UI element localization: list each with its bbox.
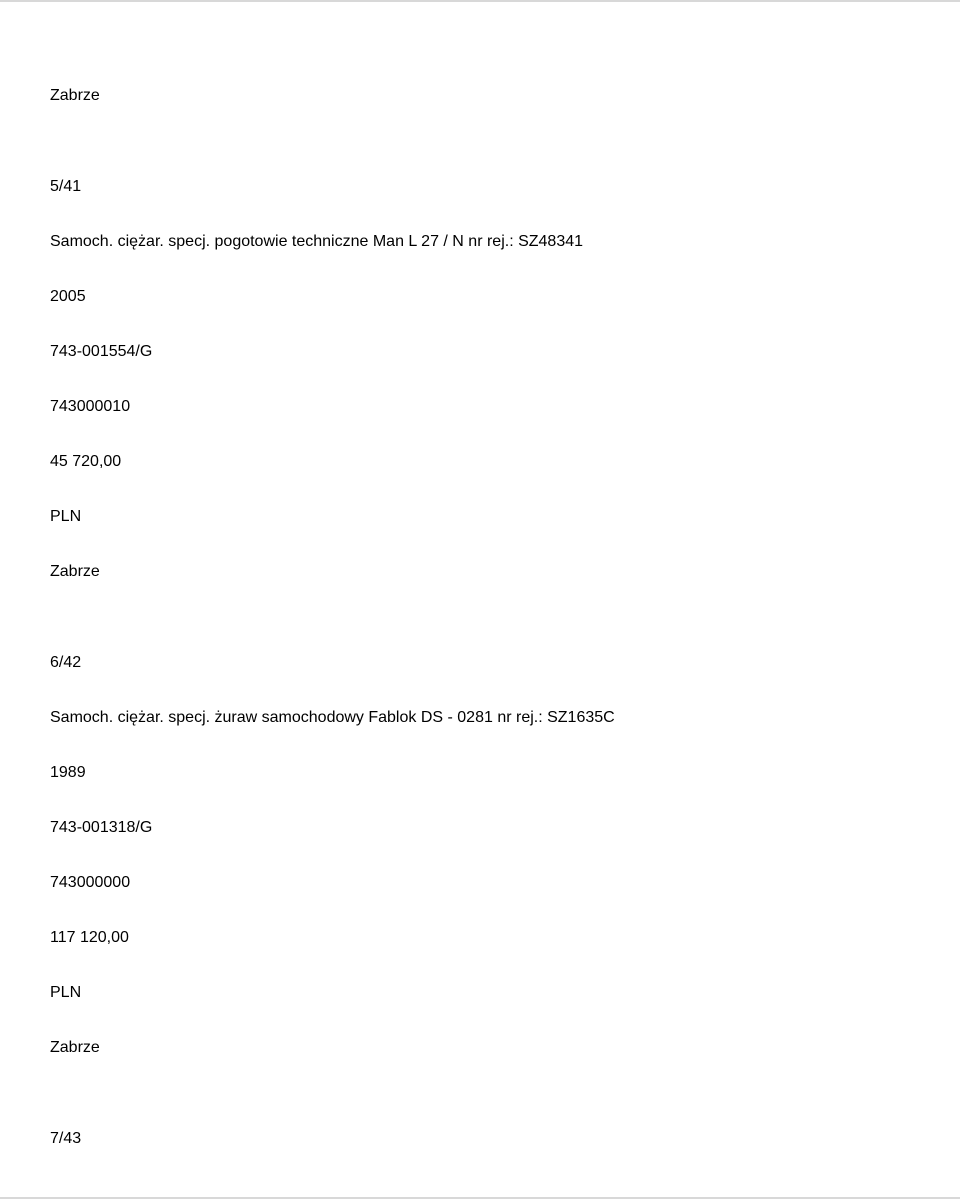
- page-bottom-border: [0, 1197, 960, 1199]
- entry-description: Samoch. ciężar. specj. pogotowie techniczne Man L 27 / N nr rej.: SZ48341: [50, 233, 584, 250]
- entry-code: 743000010: [50, 398, 131, 415]
- entry-number: 6/42: [50, 654, 82, 671]
- entry-number: 5/41: [50, 178, 82, 195]
- entry-value: 117 120,00: [50, 929, 129, 946]
- entry-currency: PLN: [50, 984, 82, 1001]
- entry-value: 45 720,00: [50, 453, 122, 470]
- entry-inventory-number: 743-001318/G: [50, 819, 153, 836]
- entry-year: 1989: [50, 764, 86, 781]
- page-top-border: [0, 0, 960, 2]
- entry-location: Zabrze: [50, 1039, 100, 1056]
- entry-inventory-number: 743-001554/G: [50, 343, 153, 360]
- entry-currency: PLN: [50, 508, 82, 525]
- entry-location: Zabrze: [50, 563, 100, 580]
- entry-year: 2005: [50, 288, 86, 305]
- entry-code: 743000000: [50, 874, 131, 891]
- entry-description: Samoch. ciężar. specj. żuraw samochodowy Fablok DS - 0281 nr rej.: SZ1635C: [50, 709, 615, 726]
- entry-number: 7/43: [50, 1130, 82, 1147]
- entry-location: Zabrze: [50, 87, 100, 104]
